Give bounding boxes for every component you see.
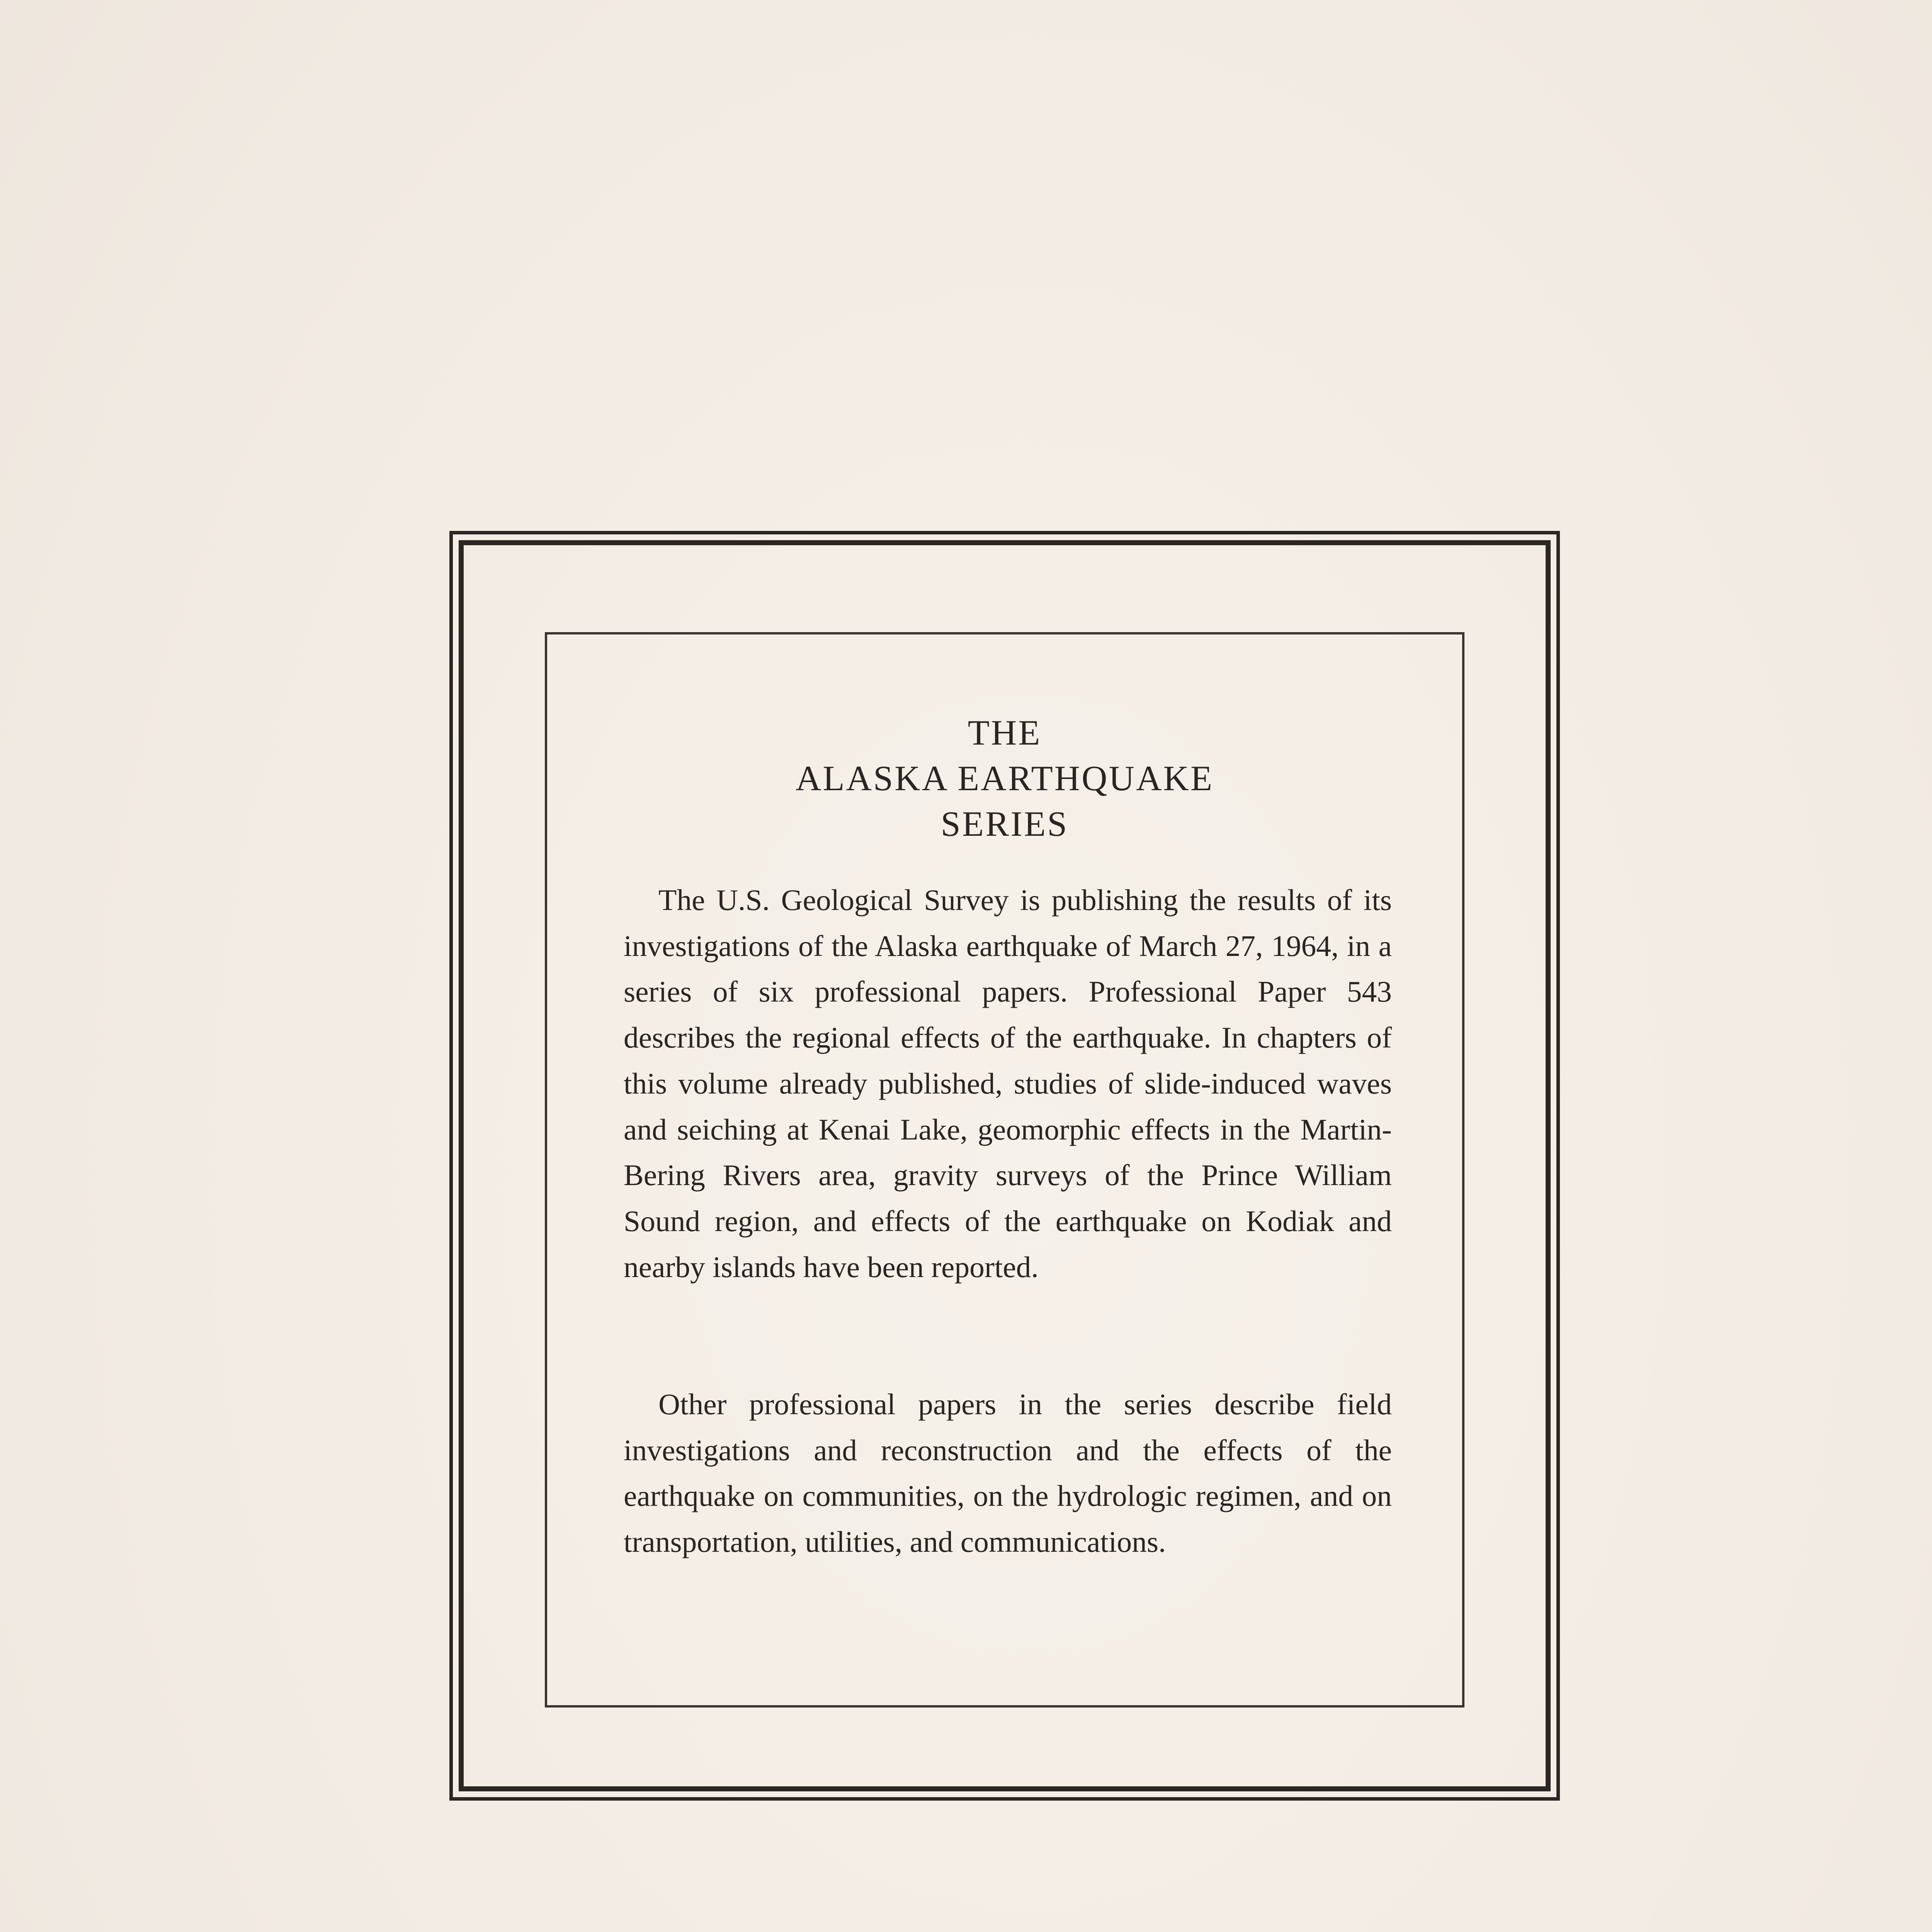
- paragraph-text: The U.S. Geological Survey is publishing the results of its investigations of the Alaska earthquake of March 27, 1964, in a series of six professional papers. Professional Paper 543 describes the regional effects of the earthquake. In chapters of this volume already published, studies of slide-induced waves and seiching at Kenai Lake, geomorphic effects in the Martin-Bering Rivers area, gravity surveys of the Prince William Sound region, and effects of the earthquake on Kodiak and nearby islands have been reported.: [624, 883, 1392, 1284]
- series-title-line-3: SERIES: [940, 804, 1069, 844]
- series-description-paragraph-2: [624, 1381, 1392, 1565]
- series-title-line-2: ALASKA EARTHQUAKE: [795, 759, 1214, 798]
- series-description-paragraph-1: [624, 877, 1392, 1290]
- series-title-line-1: THE: [968, 713, 1042, 752]
- paragraph-text: Other professional papers in the series describe field investigations and reconstruction and the effects of the earthquake on communities, on the hydrologic regimen, and on transportation, utilities, and communications.: [624, 1388, 1392, 1559]
